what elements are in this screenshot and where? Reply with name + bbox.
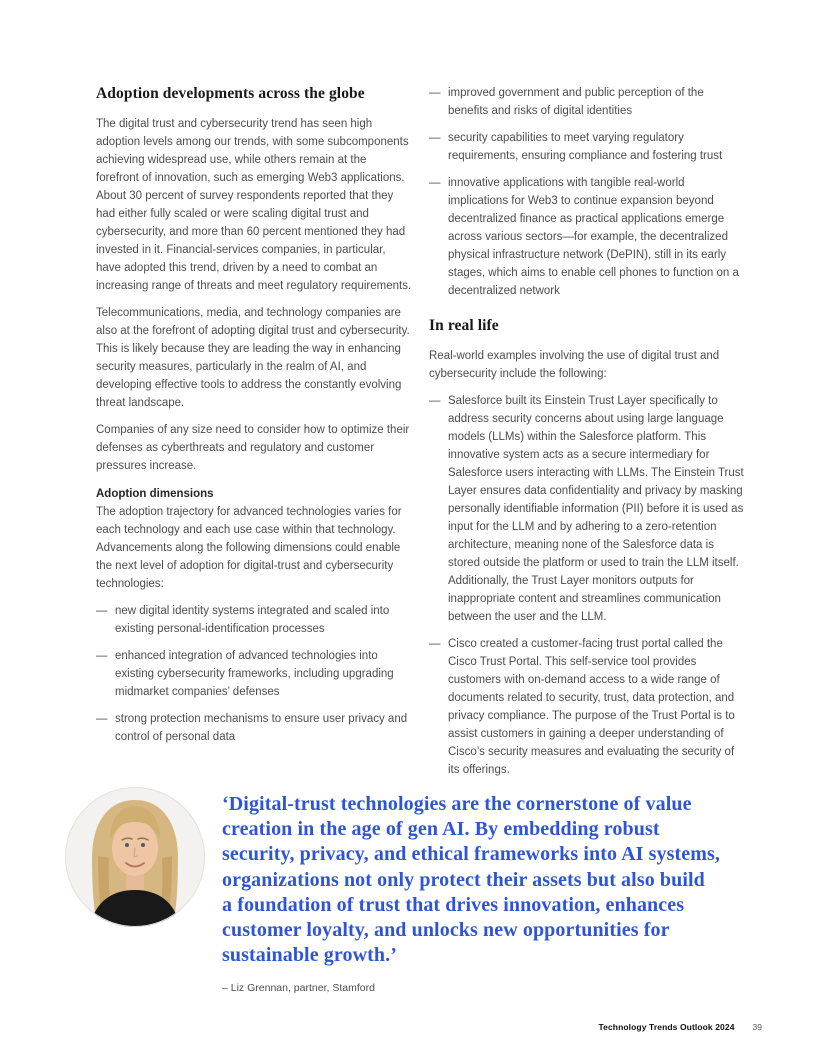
paragraph: The digital trust and cybersecurity trend has seen high adoption levels among our trends, with some subcomponents achieving widespread use, while others remain at the forefront of innovation, such as emerging Web3 applications. About 30 percent of survey respondents reported that they had either fully scaled or were scaling digital trust and cybersecurity, and more than 60 percent mentioned they had invested in it. Financial-services companies, in particular, have adopted this trend, driven by a need to combat an increasing range of threats and meet regulatory requirements. bbox=[96, 118, 412, 292]
right-column bbox=[429, 84, 745, 788]
bullet-text: Cisco created a customer-facing trust portal called the Cisco Trust Portal. This self-service tool provides customers with on-demand access to a wide range of documents related to security, trust, data protection, and privacy compliance. The purpose of the Trust Portal is to assist customers in gaining a deeper understanding of Cisco’s security measures and evaluating the security of its offerings. bbox=[448, 638, 735, 776]
paragraph: Companies of any size need to consider how to optimize their defenses as cyberthreats and regulatory and customer pressures increase. bbox=[96, 424, 410, 472]
bullet-list bbox=[429, 392, 745, 779]
list-item bbox=[429, 392, 745, 626]
bullet-dash: — bbox=[96, 713, 108, 725]
avatar-eye-left bbox=[125, 843, 129, 847]
bullet-text: improved government and public perception of the benefits and risks of digital identities bbox=[448, 87, 704, 117]
subheading-adoption-dimensions: Adoption dimensions bbox=[96, 488, 214, 500]
quote-line: sustainable growth.’ bbox=[222, 944, 397, 967]
bullet-list bbox=[96, 602, 412, 746]
paragraph: Real-world examples involving the use of digital trust and cybersecurity include the following: bbox=[429, 350, 720, 380]
list-item bbox=[429, 635, 745, 779]
quote-line: ‘Digital-trust technologies are the cornerstone of value bbox=[222, 793, 692, 815]
bullet-dash: — bbox=[96, 605, 108, 617]
list-item bbox=[429, 84, 745, 120]
quote-line: security, privacy, and ethical frameworks into AI systems, bbox=[222, 843, 720, 866]
bullet-dash: — bbox=[429, 87, 441, 99]
quote-line: organizations not only protect their assets but also build bbox=[222, 868, 705, 891]
avatar-eye-right bbox=[141, 843, 145, 847]
list-item bbox=[96, 602, 412, 638]
portrait-photo bbox=[64, 786, 206, 928]
page-footer bbox=[598, 1022, 762, 1032]
quote-line: customer loyalty, and unlocks new opportunities for bbox=[222, 919, 670, 942]
bullet-text: security capabilities to meet varying regulatory requirements, ensuring compliance and fostering trust bbox=[448, 132, 723, 162]
bullet-text: enhanced integration of advanced technologies into existing cybersecurity frameworks, including upgrading midmarket companies’ defenses bbox=[115, 650, 394, 698]
bullet-list-continued bbox=[429, 84, 745, 300]
quote-line: creation in the age of gen AI. By embedding robust bbox=[222, 818, 660, 841]
bullet-dash: — bbox=[429, 638, 441, 650]
bullet-text: Salesforce built its Einstein Trust Layer specifically to address security concerns about using large language models (LLMs) within the Salesforce platform. This innovative system acts as a secure intermediary for Salesforce users interacting with LLMs. The Einstein Trust Layer ensures data confidentiality and privacy by masking personally identifiable information (PII) before it is used as input for the LLM and by adhering to a zero-retention architecture, meaning none of the Salesforce data is stored outside the platform or used to train the LLM itself. Additionally, the Trust Layer monitors outputs for inappropriate content and streamlines communication between the user and the LLM. bbox=[448, 395, 744, 623]
pull-quote bbox=[222, 779, 720, 995]
bullet-text: new digital identity systems integrated and scaled into existing personal-identification processes bbox=[115, 605, 390, 635]
quote-line: a foundation of trust that drives innovation, enhances bbox=[222, 893, 685, 916]
list-item bbox=[429, 129, 745, 165]
footer-report-title: Technology Trends Outlook 2024 bbox=[598, 1022, 735, 1032]
two-column-layout bbox=[96, 84, 745, 788]
footer-page-number: 39 bbox=[752, 1022, 762, 1032]
list-item bbox=[96, 710, 412, 746]
bullet-text: innovative applications with tangible real-world implications for Web3 to continue expansion beyond decentralized finance as practical applications emerge across various sectors—for example, the decentralized physical infrastructure network (DePIN), still in its early stages, which aims to enable cell phones to function on a decentralized network bbox=[448, 177, 739, 297]
list-item bbox=[429, 174, 745, 300]
bullet-dash: — bbox=[429, 395, 441, 407]
bullet-dash: — bbox=[96, 650, 108, 662]
left-column bbox=[96, 84, 412, 788]
section-heading-adoption: Adoption developments across the globe bbox=[96, 85, 365, 102]
bullet-text: strong protection mechanisms to ensure user privacy and control of personal data bbox=[115, 713, 408, 743]
pull-quote-section bbox=[64, 779, 720, 995]
portrait-photo-illustration bbox=[64, 786, 206, 928]
quote-attribution: – Liz Grennan, partner, Stamford bbox=[222, 982, 375, 995]
section-heading-in-real-life: In real life bbox=[429, 317, 499, 334]
paragraph: The adoption trajectory for advanced technologies varies for each technology and each use case within that technology. Advancements along the following dimensions could enable the next level of adoption for digital-trust and cybersecurity technologies: bbox=[96, 506, 402, 590]
paragraph: Telecommunications, media, and technology companies are also at the forefront of adopting digital trust and cybersecurity. This is likely because they are leading the way in enhancing security measures, particularly in the realm of AI, and developing effective tools to address the constantly evolving threat landscape. bbox=[96, 307, 410, 409]
list-item bbox=[96, 647, 412, 701]
bullet-dash: — bbox=[429, 132, 441, 144]
bullet-dash: — bbox=[429, 177, 441, 189]
